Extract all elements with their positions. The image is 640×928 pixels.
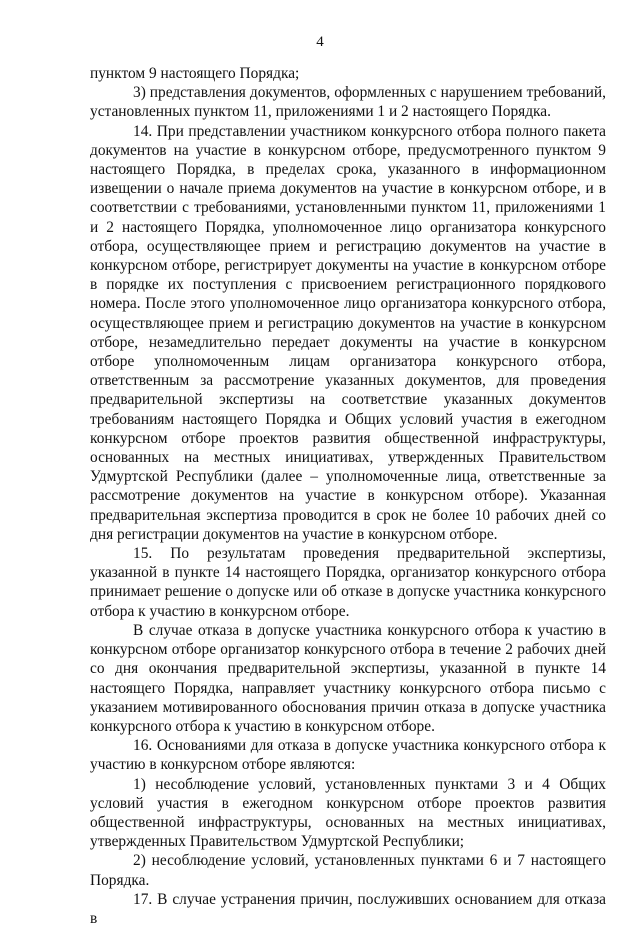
paragraph-refusal-notice: В случае отказа в допуске участника конкурсного отбора к участию в конкурсном отборе организатор конкурсного отбора в течение 2 рабочих дней со дня окончания предварительной экспертизы, указанной в пункте 14 настоящего Порядка, направляет участнику конкурсного отбора письмо с указанием мотивированного обоснования причин отказа в допуске участника конкурсного отбора к участию в конкурсном отборе. bbox=[90, 621, 606, 735]
document-body bbox=[90, 64, 606, 928]
paragraph-clause-16-item-2: 2) несоблюдение условий, установленных пунктами 6 и 7 настоящего Порядка. bbox=[90, 852, 606, 889]
paragraph-clause-16-item-1: 1) несоблюдение условий, установленных пунктами 3 и 4 Общих условий участия в ежегодном конкурсном отборе проектов развития общественной инфраструктуры, основанных на местных инициативах, утвержденных Правительством Удмуртской Республики; bbox=[90, 775, 606, 851]
paragraph-clause-15: 15. По результатам проведения предварительной экспертизы, указанной в пункте 14 настоящего Порядка, организатор конкурсного отбора принимает решение о допуске или об отказе в допуске участника конкурсного отбора к участию в конкурсном отборе. bbox=[90, 545, 606, 620]
paragraph-continuation: пунктом 9 настоящего Порядка; bbox=[90, 65, 300, 82]
paragraph-clause-14: 14. При представлении участником конкурсного отбора полного пакета документов на участие в конкурсном отборе, предусмотренного пунктом 9 настоящего Порядка, в пределах срока, указанного в информационном извещении о начале приема документов на участие в конкурсном отборе, и в соответствии с требованиями, установленными пунктом 11, приложениями 1 и 2 настоящего Порядка, уполномоченное лицо организатора конкурсного отбора, осуществляющее прием и регистрацию документов на участие в конкурсном отборе, регистрирует документы на участие в конкурсном отборе в порядке их поступления с присвоением регистрационного порядкового номера. После этого уполномоченное лицо организатора конкурсного отбора, осуществляющее прием и регистрацию документов на участие в конкурсном отборе, незамедлительно передает документы на участие в конкурсном отборе уполномоченным лицам организатора конкурсного отбора, ответственным за рассмотрение указанных документов, для проведения предварительной экспертизы на соответствие указанных документов требованиям настоящего Порядка и Общих условий участия в ежегодном конкурсном отборе проектов развития общественной инфраструктуры, основанных на местных инициативах, утвержденных Правительством Удмуртской Республики (далее – уполномоченные лица, ответственные за рассмотрение документов на участие в конкурсном отборе). Указанная предварительная экспертиза проводится в срок не более 10 рабочих дней со дня регистрации документов на участие в конкурсном отборе. bbox=[90, 122, 606, 543]
page-number: 4 bbox=[316, 34, 324, 50]
paragraph-item-3: 3) представления документов, оформленных с нарушением требований, установленных пунктом 11, приложениями 1 и 2 настоящего Порядка. bbox=[90, 84, 606, 121]
paragraph-clause-16: 16. Основаниями для отказа в допуске участника конкурсного отбора к участию в конкурсном отборе являются: bbox=[90, 737, 606, 774]
paragraph-clause-17: 17. В случае устранения причин, послуживших основанием для отказа в bbox=[90, 890, 606, 927]
